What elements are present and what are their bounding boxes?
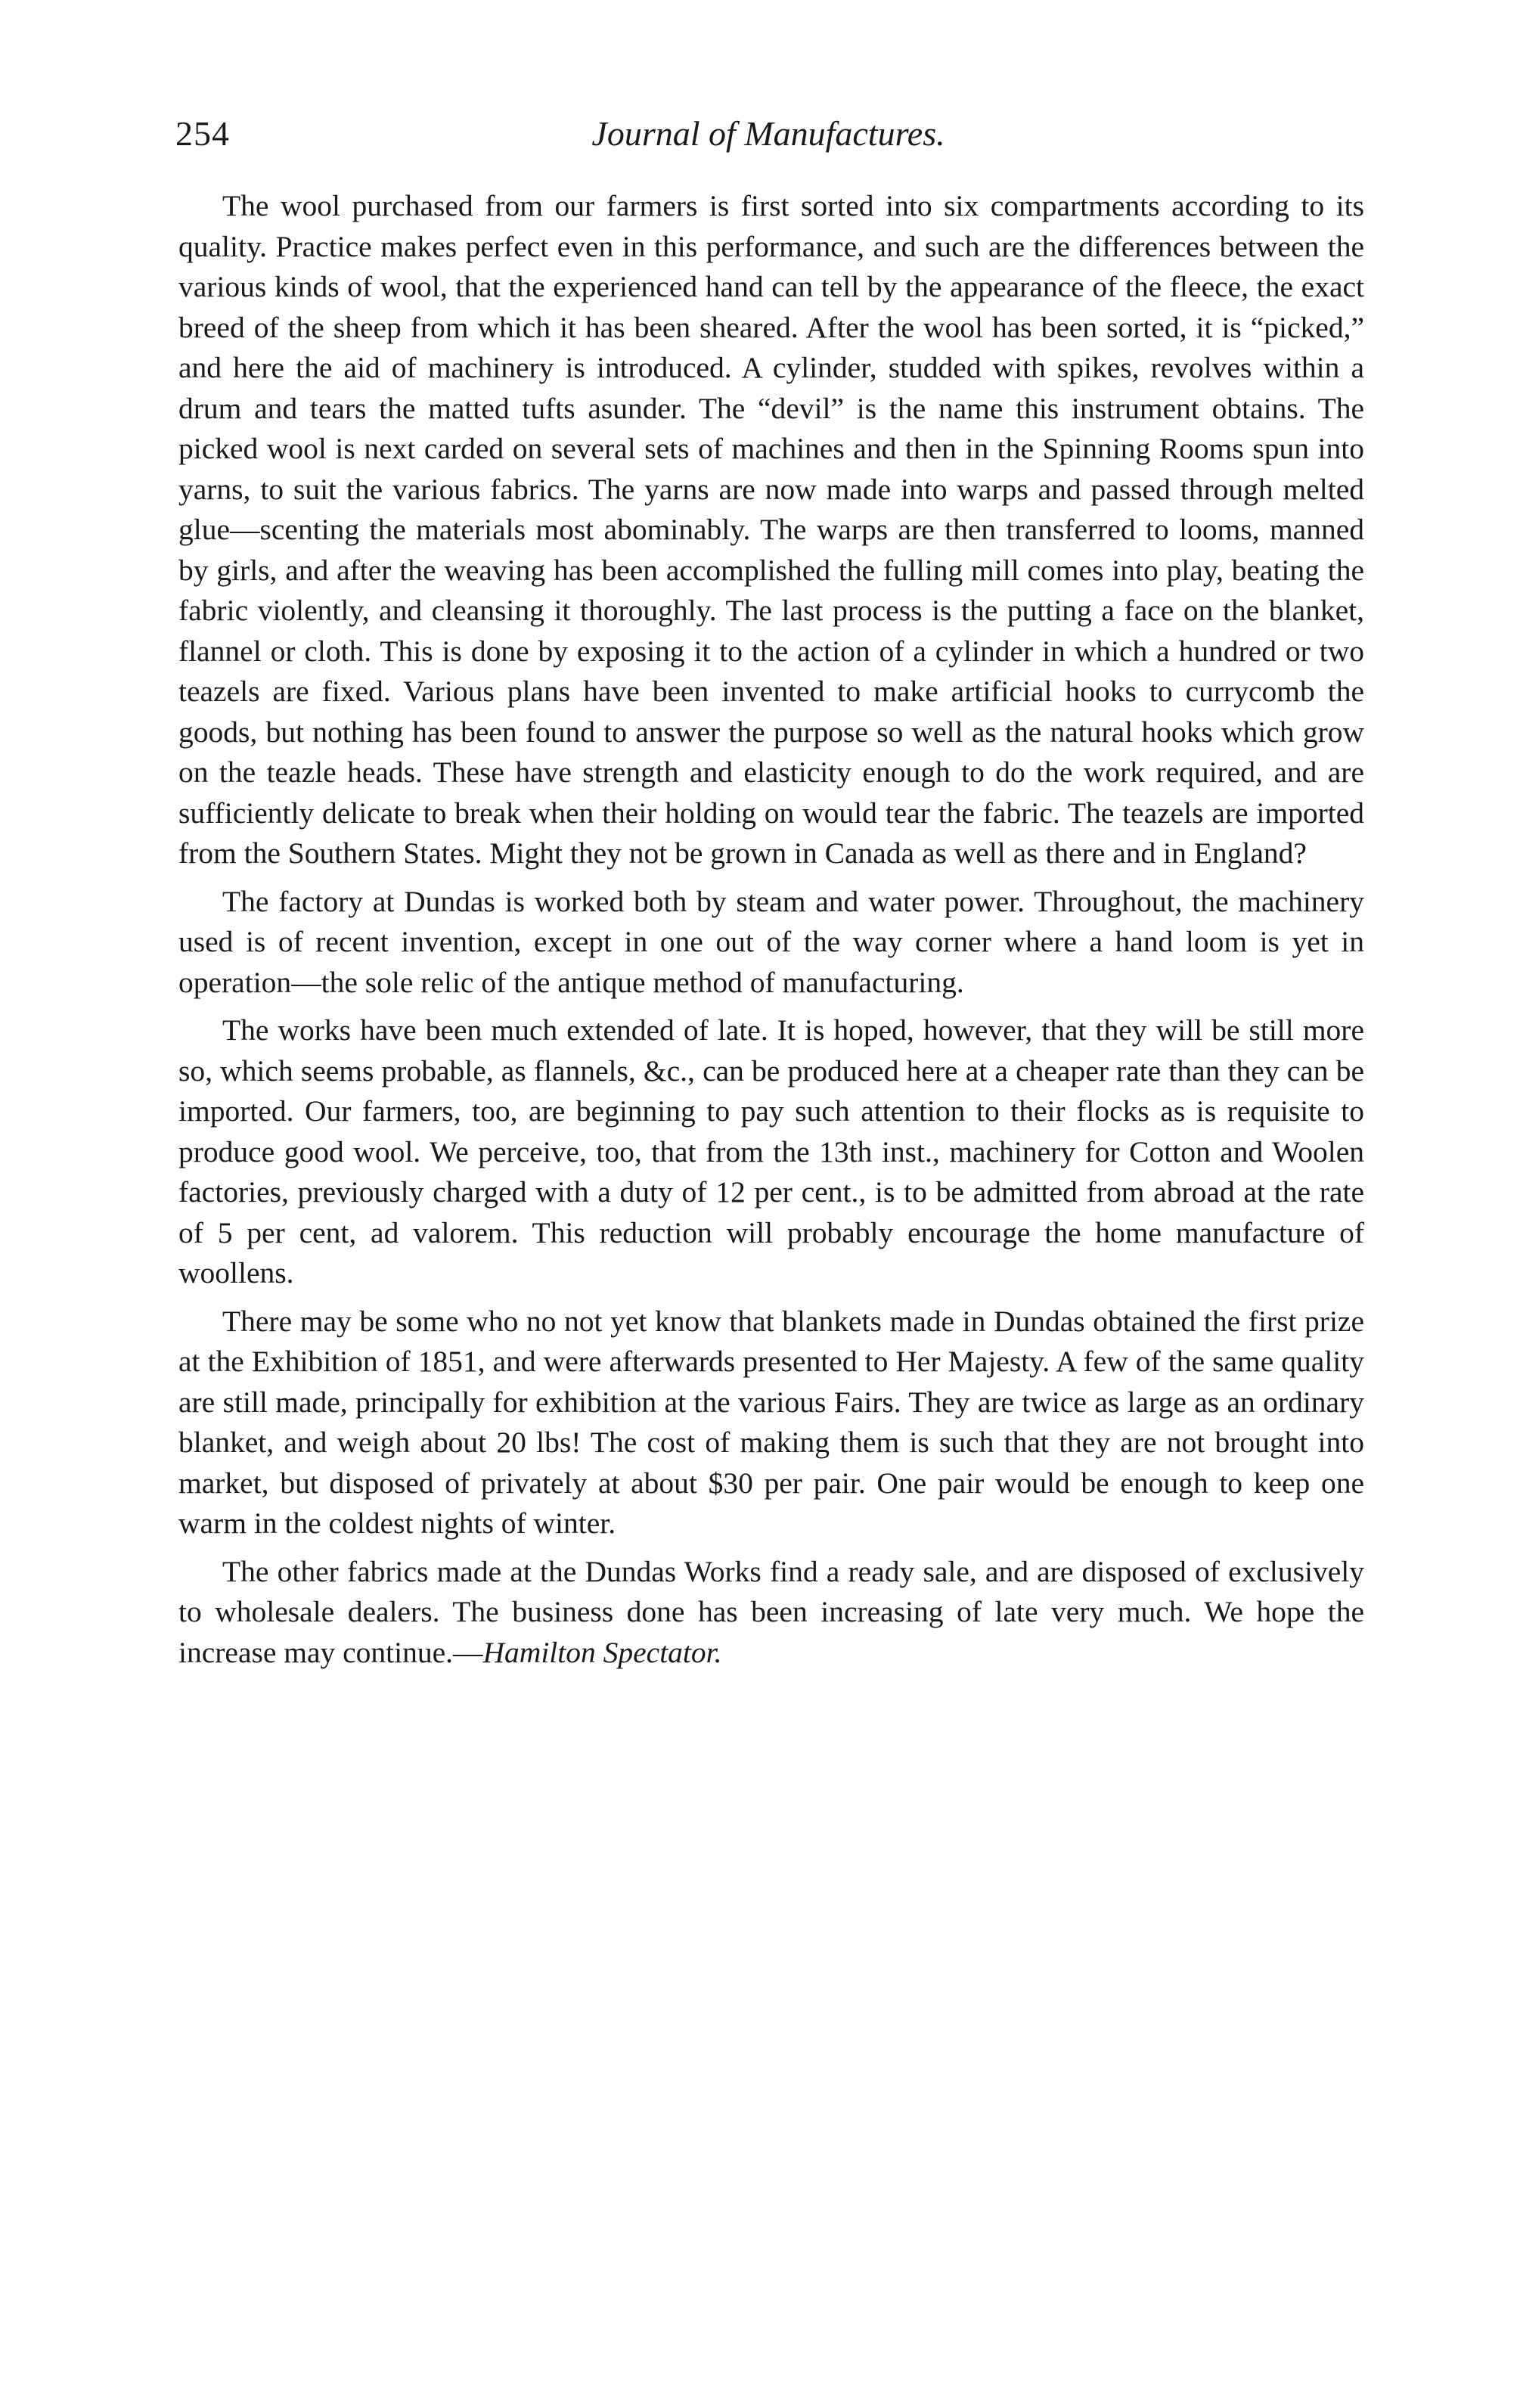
paragraph-factory-power: The factory at Dundas is worked both by steam and water power. Throughout, the machinery used is of recent invention, except in one out of the way corner where a hand loom is yet in operation—the sole relic of the antique method of manufacturing. bbox=[178, 884, 1364, 999]
paragraph-other-fabrics-text: The other fabrics made at the Dundas Works find a ready sale, and are disposed of exclusively to wholesale dealers. The business done has been increasing of late very much. We hope the increase may continue.— bbox=[178, 1554, 1364, 1669]
page-header bbox=[175, 113, 1361, 166]
paragraph-works-extended: The works have been much extended of late. It is hoped, however, that they will be still more so, which seems probable, as flannels, &c., can be produced here at a cheaper rate than they can be imported. Our farmers, too, are beginning to pay such attention to their flocks as is requisite to produce good wool. We perceive, too, that from the 13th inst., machinery for Cotton and Woolen factories, previously charged with a duty of 12 per cent., is to be admitted from abroad at the rate of 5 per cent, ad valorem. This reduction will probably encourage the home manufacture of woollens. bbox=[178, 1013, 1364, 1289]
article-body bbox=[178, 186, 1364, 1680]
running-title: Journal of Manufactures. bbox=[591, 114, 945, 153]
source-attribution: Hamilton Spectator. bbox=[482, 1635, 722, 1669]
page-number: 254 bbox=[175, 114, 230, 153]
paragraph-wool-processing: The wool purchased from our farmers is first sorted into six compartments according to its quality. Practice makes perfect even in this performance, and such are the differences between the various kinds of wool, that the experienced hand can tell by the appearance of the fleece, the exact breed of the sheep from which it has been sheared. After the wool has been sorted, it is “picked,” and here the aid of machinery is introduced. A cylinder, studded with spikes, revolves within a drum and tears the matted tufts asunder. The “devil” is the name this instrument obtains. The picked wool is next carded on several sets of machines and then in the Spinning Rooms spun into yarns, to suit the various fabrics. The yarns are now made into warps and passed through melted glue—scenting the materials most abominably. The warps are then transferred to looms, manned by girls, and after the weaving has been accomplished the fulling mill comes into play, beating the fabric violently, and cleansing it thoroughly. The last process is the putting a face on the blanket, flannel or cloth. This is done by exposing it to the action of a cylinder in which a hundred or two teazels are fixed. Various plans have been invented to make artificial hooks to currycomb the goods, but nothing has been found to answer the purpose so well as the natural hooks which grow on the teazle heads. These have strength and elasticity enough to do the work required, and are sufficiently delicate to break when their holding on would tear the fabric. The teazels are imported from the Southern States. Might they not be grown in Canada as well as there and in England? bbox=[178, 189, 1364, 870]
paragraph-blanket-prize: There may be some who no not yet know that blankets made in Dundas obtained the first prize at the Exhibition of 1851, and were afterwards presented to Her Majesty. A few of the same quality are still made, principally for exhibition at the various Fairs. They are twice as large as an ordinary blanket, and weigh about 20 lbs! The cost of making them is such that they are not brought into market, but disposed of privately at about $30 per pair. One pair would be enough to keep one warm in the coldest nights of winter. bbox=[178, 1304, 1364, 1540]
paragraph-other-fabrics bbox=[178, 1552, 1364, 1674]
